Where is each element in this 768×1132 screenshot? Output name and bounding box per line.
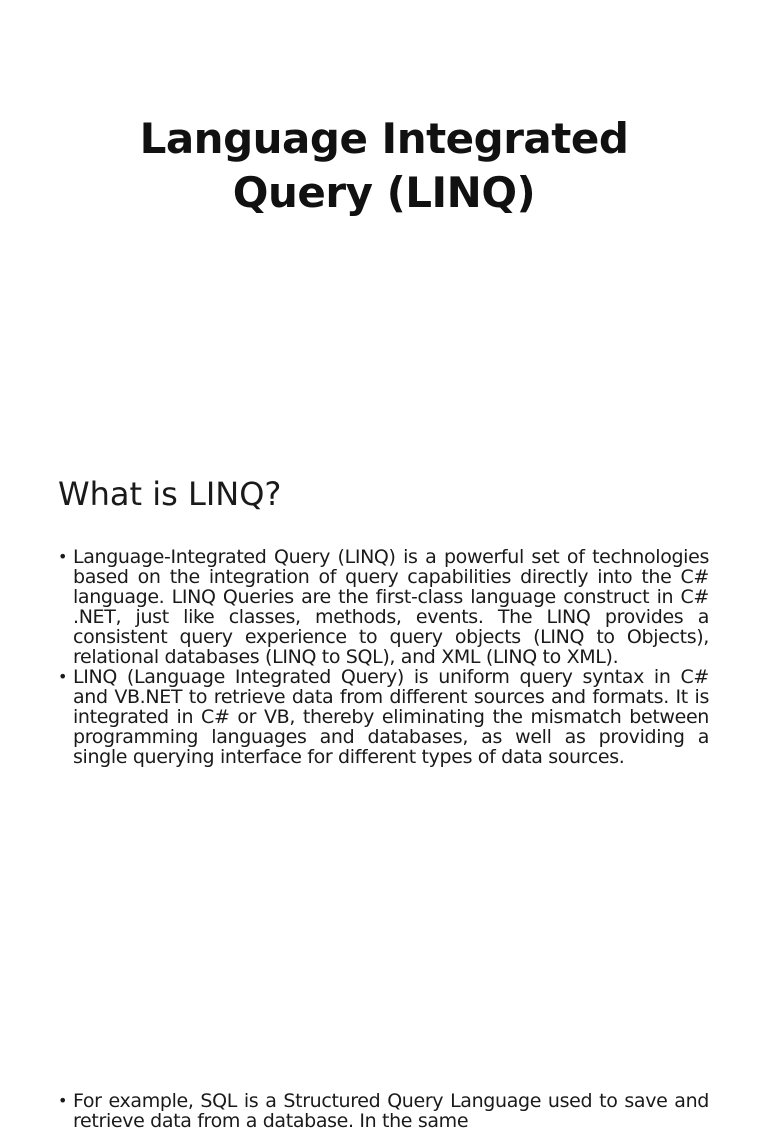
bullet-list <box>0 546 768 1132</box>
bullet-item: • LINQ (Language Integrated Query) is uniform query syntax in C# and VB.NET to retrieve data from different sources and formats. It is integrated in C# or VB, thereby eliminating the mismatch between programming languages and databases, as well as providing a single querying interface for different types of data sources. <box>73 667 709 767</box>
content-slide <box>0 440 768 1132</box>
content-heading: What is LINQ? <box>58 475 282 513</box>
title-line-1: Language Integrated <box>139 114 629 163</box>
bullet-item: • For example, SQL is a Structured Query Language used to save and retrieve data from a database. In the same <box>73 1091 709 1131</box>
title-line-2: Query (LINQ) <box>232 168 536 217</box>
bullet-item: • Language-Integrated Query (LINQ) is a powerful set of technologies based on the integration of query capabilities directly into the C# language. LINQ Queries are the first-class language construct in C# .NET, just like classes, methods, events. The LINQ provides a consistent query experience to query objects (LINQ to Objects), relational databases (LINQ to SQL), and XML (LINQ to XML). <box>73 547 709 667</box>
slide-title <box>0 112 768 220</box>
title-slide <box>0 0 768 440</box>
